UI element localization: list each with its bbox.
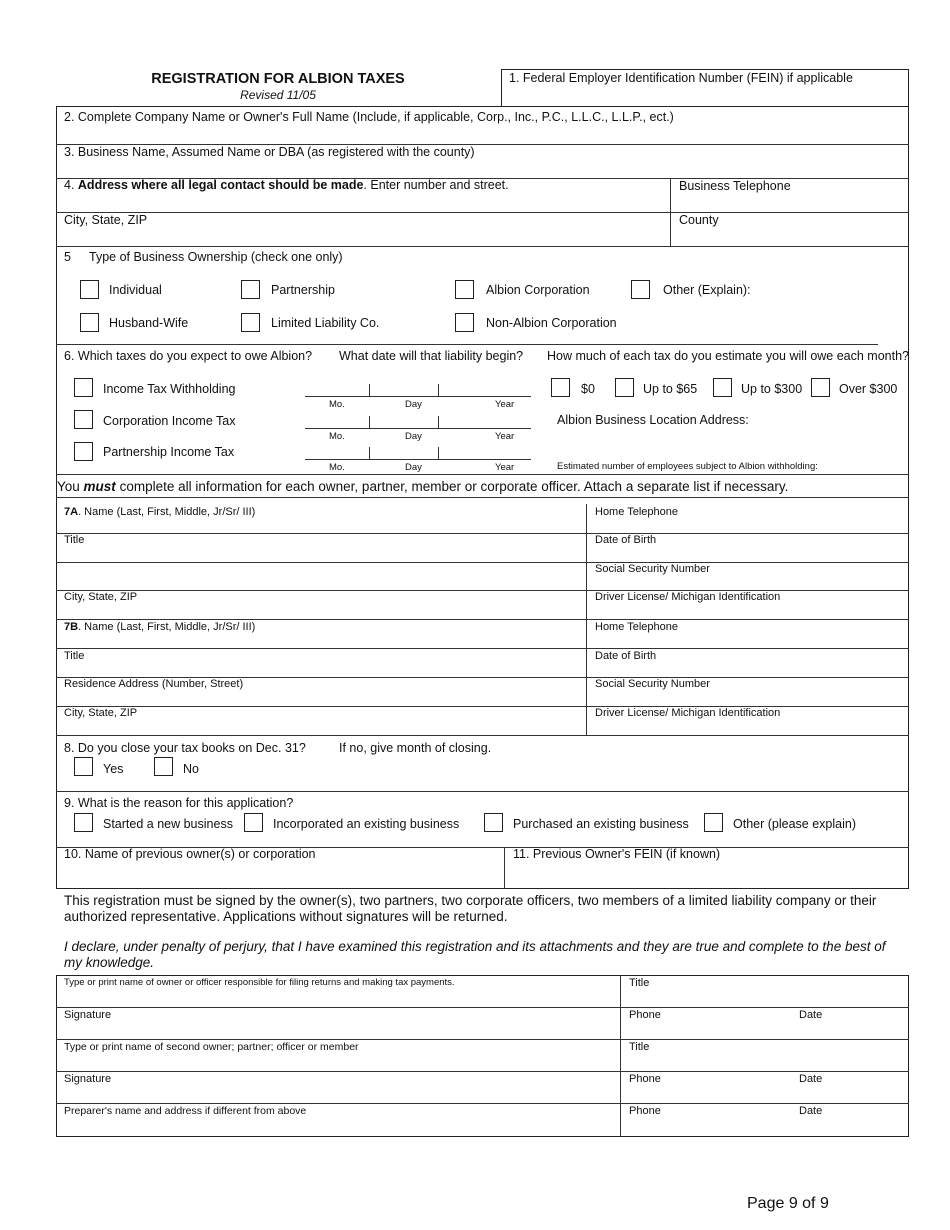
- date-mo-label: Mo.: [329, 431, 345, 442]
- page-number: Page 9 of 9: [747, 1195, 829, 1212]
- owner-7b-number: 7B: [64, 621, 79, 633]
- owner-7b-home-phone-label: Home Telephone: [595, 621, 678, 633]
- owner-7b-residence-label: Residence Address (Number, Street): [64, 678, 244, 690]
- owner-7b-license-label: Driver License/ Michigan Identification: [595, 707, 781, 719]
- legal-address-label: [64, 178, 509, 192]
- husband-wife-checkbox[interactable]: [80, 313, 99, 332]
- corporation-income-tax-label: Corporation Income Tax: [103, 414, 236, 428]
- owner-7a-dob-label: Date of Birth: [595, 534, 657, 546]
- tax-books-question: 8. Do you close your tax books on Dec. 31?: [64, 741, 306, 755]
- purchased-business-checkbox[interactable]: [484, 813, 503, 832]
- fein-label: 1. Federal Employer Identification Number (FEIN) if applicable: [509, 71, 853, 85]
- amount-over-300-label: Over $300: [839, 382, 898, 396]
- individual-checkbox[interactable]: [80, 280, 99, 299]
- taxes-question: 6. Which taxes do you expect to owe Albion?: [64, 349, 313, 363]
- signature-row-5-left: Preparer's name and address if different from above: [64, 1105, 307, 1117]
- signature-row-5-right: Phone: [629, 1105, 661, 1117]
- date-line-withholding[interactable]: [305, 396, 531, 397]
- company-name-label: 2. Complete Company Name or Owner's Full Name (Include, if applicable, Corp., Inc., P.C., L.L.C., L.L.P., ect.): [64, 110, 674, 124]
- partnership-label: Partnership: [271, 283, 335, 297]
- legal-address-suffix: . Enter number and street.: [363, 178, 509, 192]
- owner-7b-name-label: [64, 621, 255, 633]
- purchased-business-label: Purchased an existing business: [513, 817, 689, 831]
- date-day-label: Day: [405, 462, 422, 473]
- signature-row-4-date: Date: [799, 1073, 823, 1085]
- signature-row-2-right: Phone: [629, 1009, 661, 1021]
- monthly-amount-question: How much of each tax do you estimate you will owe each month?: [547, 349, 909, 363]
- owner-7b-name-text: . Name (Last, First, Middle, Jr/Sr/ III): [78, 621, 256, 633]
- owner-7a-name-label: [64, 506, 255, 518]
- amount-65-checkbox[interactable]: [615, 378, 634, 397]
- signature-row-3-right: Title: [629, 1041, 650, 1053]
- legal-address-prefix: 4.: [64, 178, 78, 192]
- signature-row-1-right: Title: [629, 977, 650, 989]
- owner-7b-dob-label: Date of Birth: [595, 650, 657, 662]
- income-tax-withholding-label: Income Tax Withholding: [103, 382, 236, 396]
- income-tax-withholding-checkbox[interactable]: [74, 378, 93, 397]
- signature-row-2-left: Signature: [64, 1009, 112, 1021]
- notice-suffix: complete all information for each owner, partner, member or corporate officer. Attach a separate list if necessary.: [115, 479, 789, 494]
- previous-owner-fein-label: 11. Previous Owner's FEIN (if known): [513, 847, 721, 861]
- date-year-label: Year: [495, 399, 515, 410]
- date-line-partnership[interactable]: [305, 459, 531, 460]
- perjury-declaration: I declare, under penalty of perjury, that I have examined this registration and its attachments and they are true and complete to the best of my knowledge.: [64, 939, 886, 970]
- husband-wife-label: Husband-Wife: [109, 316, 189, 330]
- llc-checkbox[interactable]: [241, 313, 260, 332]
- signature-row-4-left: Signature: [64, 1073, 112, 1085]
- owner-7a-city-label: City, State, ZIP: [64, 591, 138, 603]
- amount-over-300-checkbox[interactable]: [811, 378, 830, 397]
- other-reason-checkbox[interactable]: [704, 813, 723, 832]
- closing-month-label: If no, give month of closing.: [339, 741, 492, 755]
- close-books-yes-label: Yes: [103, 762, 124, 776]
- date-day-label: Day: [405, 431, 422, 442]
- owner-7a-title-label: Title: [64, 534, 85, 546]
- date-mo-label: Mo.: [329, 399, 345, 410]
- incorporated-business-label: Incorporated an existing business: [273, 817, 460, 831]
- close-books-no-checkbox[interactable]: [154, 757, 173, 776]
- llc-label: Limited Liability Co.: [271, 316, 380, 330]
- amount-300-label: Up to $300: [741, 382, 803, 396]
- date-line-corporation[interactable]: [305, 428, 531, 429]
- employees-estimate-label: Estimated number of employees subject to Albion withholding:: [557, 461, 818, 472]
- signature-instruction: This registration must be signed by the owner(s), two partners, two corporate officers, two members of a limited liability company or their authorized representative. Applications without signatures will be returned.: [64, 893, 877, 924]
- form-title: REGISTRATION FOR ALBION TAXES: [151, 71, 405, 87]
- owner-7b-title-label: Title: [64, 650, 85, 662]
- albion-corporation-label: Albion Corporation: [486, 283, 590, 297]
- business-location-label: Albion Business Location Address:: [557, 413, 749, 427]
- partnership-income-tax-checkbox[interactable]: [74, 442, 93, 461]
- city-state-zip-label: City, State, ZIP: [64, 213, 148, 227]
- close-books-no-label: No: [183, 762, 199, 776]
- signature-row-1-left: Type or print name of owner or officer responsible for filing returns and making tax payments.: [64, 977, 455, 988]
- liability-date-question: What date will that liability begin?: [339, 349, 524, 363]
- albion-corporation-checkbox[interactable]: [455, 280, 474, 299]
- owner-7b-ssn-label: Social Security Number: [595, 678, 710, 690]
- non-albion-corporation-checkbox[interactable]: [455, 313, 474, 332]
- non-albion-corporation-label: Non-Albion Corporation: [486, 316, 617, 330]
- owner-7a-ssn-label: Social Security Number: [595, 563, 710, 575]
- date-mo-label: Mo.: [329, 462, 345, 473]
- other-reason-label: Other (please explain): [733, 817, 856, 831]
- county-label: County: [679, 213, 719, 227]
- started-new-business-checkbox[interactable]: [74, 813, 93, 832]
- legal-address-bold: Address where all legal contact should be made: [77, 178, 364, 192]
- other-explain-checkbox[interactable]: [631, 280, 650, 299]
- notice-emphasis: must: [83, 479, 116, 494]
- amount-zero-checkbox[interactable]: [551, 378, 570, 397]
- owner-7a-number: 7A: [64, 506, 79, 518]
- started-new-business-label: Started a new business: [103, 817, 233, 831]
- amount-65-label: Up to $65: [643, 382, 698, 396]
- business-telephone-label: Business Telephone: [679, 179, 791, 193]
- owner-7b-city-label: City, State, ZIP: [64, 707, 138, 719]
- date-day-label: Day: [405, 399, 422, 410]
- individual-label: Individual: [109, 283, 162, 297]
- amount-300-checkbox[interactable]: [713, 378, 732, 397]
- incorporated-business-checkbox[interactable]: [244, 813, 263, 832]
- ownership-label: Type of Business Ownership (check one only): [89, 250, 343, 264]
- signature-row-2-date: Date: [799, 1009, 823, 1021]
- signature-row-5-date: Date: [799, 1105, 823, 1117]
- revised-date: Revised 11/05: [240, 88, 316, 102]
- application-reason-question: 9. What is the reason for this application?: [64, 796, 294, 810]
- date-year-label: Year: [495, 431, 515, 442]
- business-name-label: 3. Business Name, Assumed Name or DBA (as registered with the county): [64, 145, 475, 159]
- signature-row-4-right: Phone: [629, 1073, 661, 1085]
- owner-7a-license-label: Driver License/ Michigan Identification: [595, 591, 781, 603]
- amount-zero-label: $0: [581, 382, 595, 396]
- owner-7a-name-text: . Name (Last, First, Middle, Jr/Sr/ III): [78, 506, 256, 518]
- ownership-number: 5: [64, 250, 71, 264]
- date-year-label: Year: [495, 462, 515, 473]
- owner-7a-home-phone-label: Home Telephone: [595, 506, 678, 518]
- other-explain-label: Other (Explain):: [663, 283, 751, 297]
- corporation-income-tax-checkbox[interactable]: [74, 410, 93, 429]
- previous-owner-label: 10. Name of previous owner(s) or corporation: [64, 847, 316, 861]
- signature-row-3-left: Type or print name of second owner; partner; officer or member: [64, 1041, 359, 1053]
- notice-prefix: You: [57, 479, 84, 494]
- partnership-checkbox[interactable]: [241, 280, 260, 299]
- owner-info-notice: [57, 479, 788, 494]
- close-books-yes-checkbox[interactable]: [74, 757, 93, 776]
- partnership-income-tax-label: Partnership Income Tax: [103, 445, 235, 459]
